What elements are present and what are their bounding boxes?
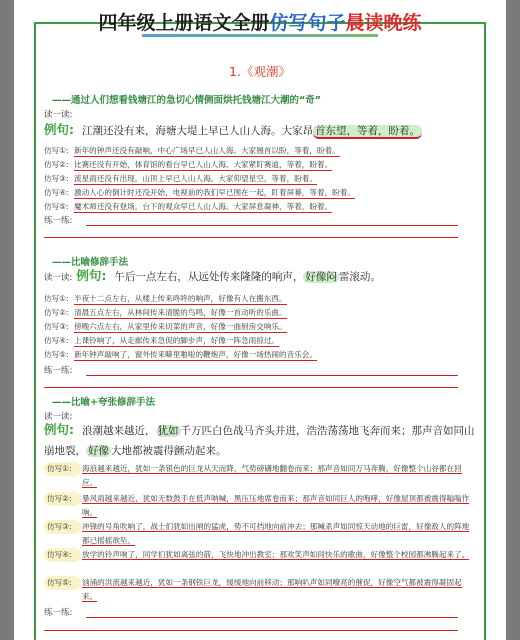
example-label: 例句: [44, 422, 74, 437]
example-highlight-2: 好像 [88, 445, 109, 457]
item-text: 汹涌的洪流越来越近，犹如一条钢铁巨龙，缓缓地向前移动；那响叭声如同嘹亮的催促，好像空气都被震得凝固起来。 [82, 578, 462, 601]
example-text-end: 雷滚动。 [338, 271, 381, 283]
item-text: 暴风雨越来越近，犹如无数鼓手在低声呐喊，黑压压地席卷而来；那声音如同巨人的咆哮，好像屋顶都被震得嗡嗡作响。 [82, 494, 470, 517]
section-1-item-5 [44, 201, 476, 213]
section-3-practice-label: 练一练: [44, 608, 73, 618]
section-2-example [44, 266, 476, 288]
item-text: 流星雨还没有出现，山顶上早已人山人海。大家仰望星空，等着，盼着。 [74, 174, 317, 183]
section-3-item-5 [44, 576, 476, 604]
example-label: 例句: [76, 268, 107, 283]
example-text: 午后一点左右，从远处传来隆隆的响声， [114, 271, 304, 283]
example-text: 浪潮越来越近， [82, 425, 156, 437]
practice-line[interactable] [44, 237, 458, 238]
title-part1: 四年级上册语文全册 [98, 12, 270, 34]
section-1-item-2 [44, 159, 476, 171]
section-3-item-1 [44, 462, 476, 490]
section-2-practice-label: 练一练: [44, 366, 73, 376]
section-3-read-label: 读一读: [44, 412, 73, 422]
title-part3: 晨读晚练 [345, 12, 422, 34]
example-text: 江潮还没有来，海塘大堤上早已人山人海。大家昂 [82, 125, 313, 137]
section-2-item-5 [44, 349, 476, 361]
item-label: 仿写③: [44, 520, 81, 534]
document-page [14, 0, 506, 640]
section-2-item-2 [44, 307, 476, 319]
section-3-item-3 [44, 520, 476, 548]
item-text: 激动人心的倒计时还没开始，电视前的我们早已围在一起，盯着屏幕，等着，盼着。 [74, 188, 355, 197]
section-2-heading: ——比喻修辞手法 [52, 257, 129, 268]
item-label: 仿写②: [44, 160, 69, 169]
example-highlight: 好像闷 [305, 271, 337, 283]
item-text: 新年钟声敲响了，窗外传来噼里啪啦的鞭炮声，好像一场热闹的音乐会。 [74, 350, 317, 359]
item-label: 仿写⑤: [44, 350, 69, 359]
item-label: 仿写③: [44, 322, 69, 331]
section-1-item-3 [44, 173, 476, 185]
example-highlight: 犹如 [157, 425, 179, 437]
item-label: 仿写①: [44, 294, 69, 303]
section-1-item-4 [44, 187, 476, 199]
item-label: 仿写⑤: [44, 576, 81, 590]
section-3-heading: ——比喻+夸张修辞手法 [52, 397, 155, 408]
item-label: 仿写③: [44, 174, 69, 183]
title-underline [142, 34, 378, 37]
item-text: 冲锋的号角吹响了，战士们犹如出闸的猛虎，势不可挡地向前冲去；那喊杀声如同惊天动地的巨雷，好像敌人的阵地都已摇摇欲坠。 [82, 522, 470, 545]
example-label: 例句: [44, 122, 74, 137]
item-label: 仿写④: [44, 548, 81, 562]
item-text: 新年的钟声还没有敲响，中心广场早已人山人海。大家翘首以盼，等着，盼着。 [74, 146, 340, 155]
item-text: 清晨五点左右，从林间传来清脆的鸟鸣，好像一首动听的乐曲。 [74, 308, 287, 317]
example-text-middle: 千万匹白色战马齐头并进，浩浩荡荡地飞奔而来；那声音如同山崩地裂， [44, 425, 475, 457]
item-label: 仿写④: [44, 336, 69, 345]
item-label: 仿写④: [44, 188, 69, 197]
practice-line[interactable] [86, 375, 458, 376]
page-title [14, 8, 506, 35]
item-label: 仿写②: [44, 308, 69, 317]
section-2-read-label: 读一读: [44, 273, 73, 283]
section-3-item-2 [44, 492, 476, 520]
item-text: 上课铃响了，从走廊传来急促的脚步声，好像一阵急雨掠过。 [74, 336, 280, 345]
item-label: 仿写①: [44, 146, 69, 155]
section-2-item-3 [44, 321, 476, 333]
practice-line[interactable] [86, 617, 458, 618]
title-part2: 仿写句子 [269, 12, 346, 34]
section-2-item-4 [44, 335, 476, 347]
section-1-item-1 [44, 145, 476, 157]
practice-line[interactable] [44, 387, 458, 388]
example-highlight: 首东望，等着，盼着。 [315, 125, 420, 137]
section-1-read-label: 读一读: [44, 110, 73, 120]
section-3-example [44, 420, 476, 461]
section-1-example [44, 120, 476, 141]
item-text: 傍晚六点左右，从家里传来切菜的声音，好像一曲厨房交响乐。 [74, 322, 287, 331]
item-text: 海浪越来越近，犹如一条银色的巨龙从天而降，气势磅礴地翻卷而来；那声音如同万马奔腾，好像整个山谷都在回应。 [82, 464, 462, 487]
item-label: 仿写②: [44, 492, 81, 506]
practice-line[interactable] [44, 630, 458, 631]
section-3-item-4 [44, 548, 476, 562]
section-1-heading: ——通过人们想看钱塘江的急切心情侧面烘托钱塘江大潮的“奇” [52, 95, 321, 106]
item-text: 半夜十二点左右，从楼上传来咚咚的响声，好像有人在搬东西。 [74, 294, 287, 303]
section-1-practice-label: 练一练: [44, 216, 73, 226]
section-2-item-1 [44, 293, 476, 305]
example-text-end: 大地都被震得颤动起来。 [111, 445, 227, 457]
item-text: 放学的铃声响了，同学们犹如离弦的箭，飞快地冲出教室；那欢笑声如同快乐的歌曲，好像整个校园都沸腾起来了。 [82, 550, 470, 559]
item-text: 比赛还没有开始，体育馆的看台早已人山人海。大家紧盯赛道，等着，盼着。 [74, 160, 333, 169]
practice-line[interactable] [86, 225, 458, 226]
lesson-title: 1.《观潮》 [229, 64, 291, 79]
item-label: 仿写⑤: [44, 202, 69, 211]
item-label: 仿写①: [44, 462, 81, 476]
item-text: 魔术师还没有登场，台下的观众早已人山人海。大家屏息凝神，等着，盼着。 [74, 202, 333, 211]
